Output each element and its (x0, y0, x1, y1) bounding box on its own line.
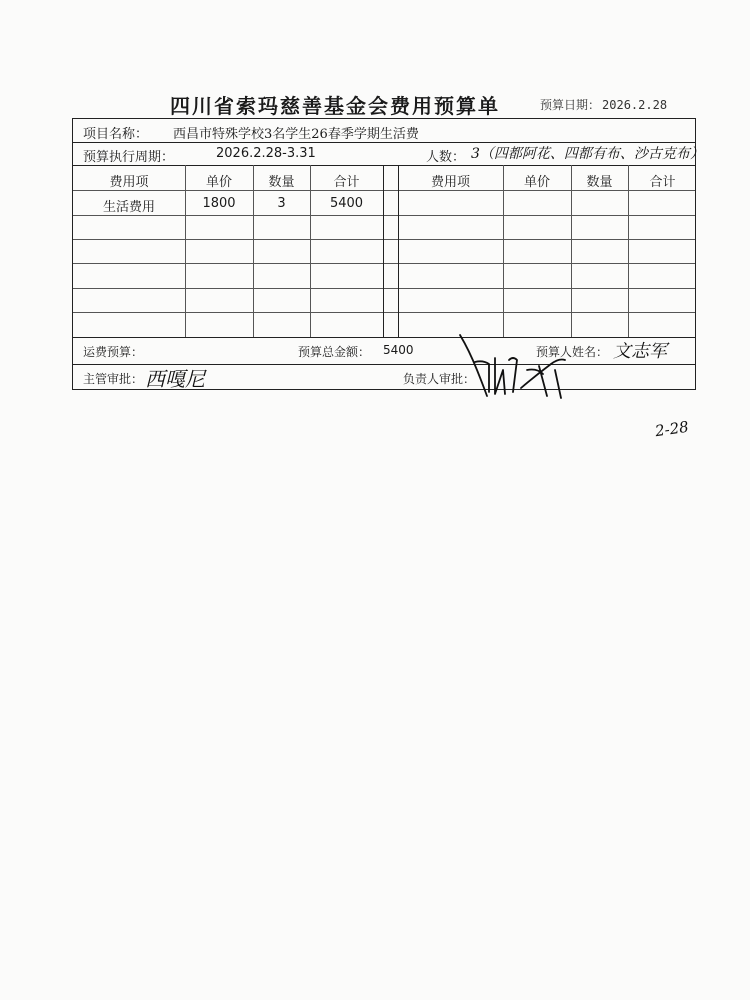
header-left-qty: 数量 (268, 175, 295, 190)
budget-date-value: 2026.2.28 (602, 98, 668, 112)
project-name-label: 项目名称： (83, 127, 149, 142)
table-cell: 5400 (329, 196, 364, 211)
supervisor-signature: 西嘎尼 (145, 367, 205, 391)
header-left-item: 费用项 (109, 175, 149, 190)
period-label: 预算执行周期： (83, 150, 175, 165)
total-label: 预算总金额： (298, 345, 371, 359)
table-cell: 1800 (202, 196, 236, 211)
preparer-label: 预算人姓名： (536, 345, 609, 359)
project-name: 西昌市特殊学校3名学生26春季学期生活费 (173, 127, 419, 142)
budget-date (540, 96, 667, 113)
table-cell: 3 (277, 196, 286, 211)
freight-label: 运费预算： (83, 345, 144, 359)
budget-date-label: 预算日期： (540, 98, 601, 112)
headcount-label: 人数： (426, 150, 466, 165)
header-right-item: 费用项 (430, 175, 470, 190)
responsible-signature (455, 330, 585, 405)
document-title: 四川省索玛慈善基金会费用预算单 (170, 94, 500, 118)
period-value: 2026.2.28-3.31 (216, 146, 316, 161)
header-right-qty: 数量 (586, 175, 613, 190)
header-left-total: 合计 (333, 175, 360, 190)
header-right-total: 合计 (649, 175, 676, 190)
header-left-price: 单价 (205, 175, 232, 190)
supervisor-label: 主管审批： (83, 372, 144, 386)
budget-form (72, 118, 704, 391)
handwritten-note: 2-28 (653, 417, 690, 441)
total-value: 5400 (383, 343, 414, 357)
table-cell: 生活费用 (102, 200, 155, 215)
preparer-signature: 文志军 (613, 341, 667, 362)
header-right-price: 单价 (523, 175, 550, 190)
responsible-label: 负责人审批： (403, 372, 476, 386)
headcount-handwritten: 3（四都阿花、四都有布、沙古克布） (471, 146, 704, 162)
